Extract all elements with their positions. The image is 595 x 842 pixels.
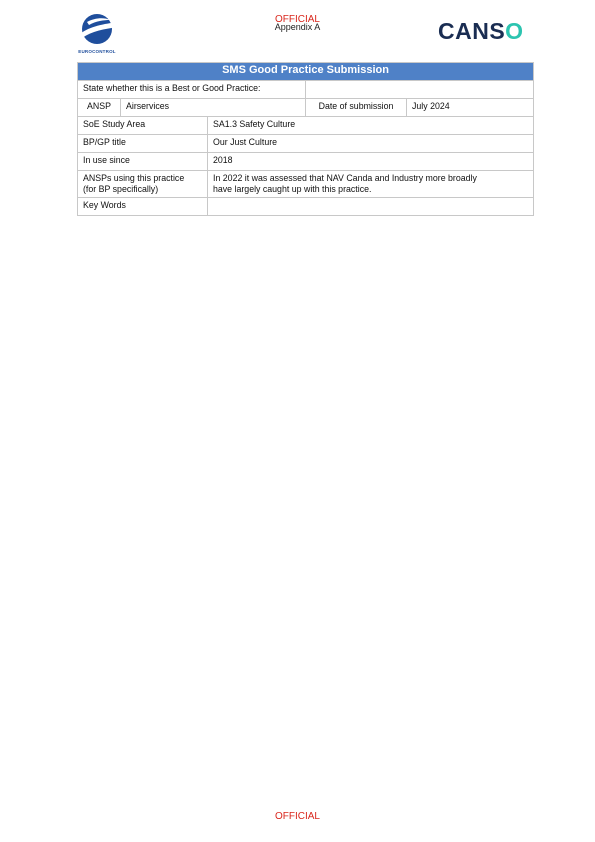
eurocontrol-logo-text: EUROCONTROL — [78, 49, 116, 54]
form-row-in-use-since — [78, 153, 534, 171]
state-label: State whether this is a Best or Good Practice: — [78, 81, 306, 99]
row-label: Key Words — [78, 198, 208, 216]
state-row — [78, 81, 534, 99]
row-label: SoE Study Area — [78, 117, 208, 135]
official-marking-bottom: OFFICIAL — [274, 811, 320, 822]
form-row-key-words — [78, 198, 534, 216]
ansp-label: ANSP — [78, 99, 121, 117]
ansp-value: Airservices — [121, 99, 306, 117]
ansp-row — [78, 99, 534, 117]
row-label: BP/GP title — [78, 135, 208, 153]
canso-logo-main: CANS — [438, 18, 506, 44]
form-row-ansps-using — [78, 171, 534, 198]
row-value: Our Just Culture — [208, 135, 534, 153]
date-label: Date of submission — [306, 99, 407, 117]
form-row-study-area — [78, 117, 534, 135]
row-value-line: In 2022 it was assessed that NAV Canda and Industry more broadly — [213, 173, 477, 183]
row-value — [208, 171, 534, 198]
official-marking-top: OFFICIAL — [274, 14, 320, 25]
state-value — [306, 81, 534, 99]
row-label: In use since — [78, 153, 208, 171]
row-value — [208, 198, 534, 216]
row-value-line: have largely caught up with this practice. — [213, 184, 372, 194]
appendix-label: Appendix A — [274, 22, 321, 32]
row-label-line: (for BP specifically) — [83, 184, 159, 194]
canso-logo — [438, 18, 524, 45]
form-row-title — [78, 135, 534, 153]
form-title-row — [78, 63, 534, 81]
date-value: July 2024 — [407, 99, 534, 117]
row-label-line: ANSPs using this practice — [83, 173, 185, 183]
canso-logo-accent: O — [505, 18, 524, 44]
form-title: SMS Good Practice Submission — [78, 63, 534, 81]
row-value: 2018 — [208, 153, 534, 171]
row-label — [78, 171, 208, 198]
submission-form-table — [77, 62, 534, 216]
row-value: SA1.3 Safety Culture — [208, 117, 534, 135]
